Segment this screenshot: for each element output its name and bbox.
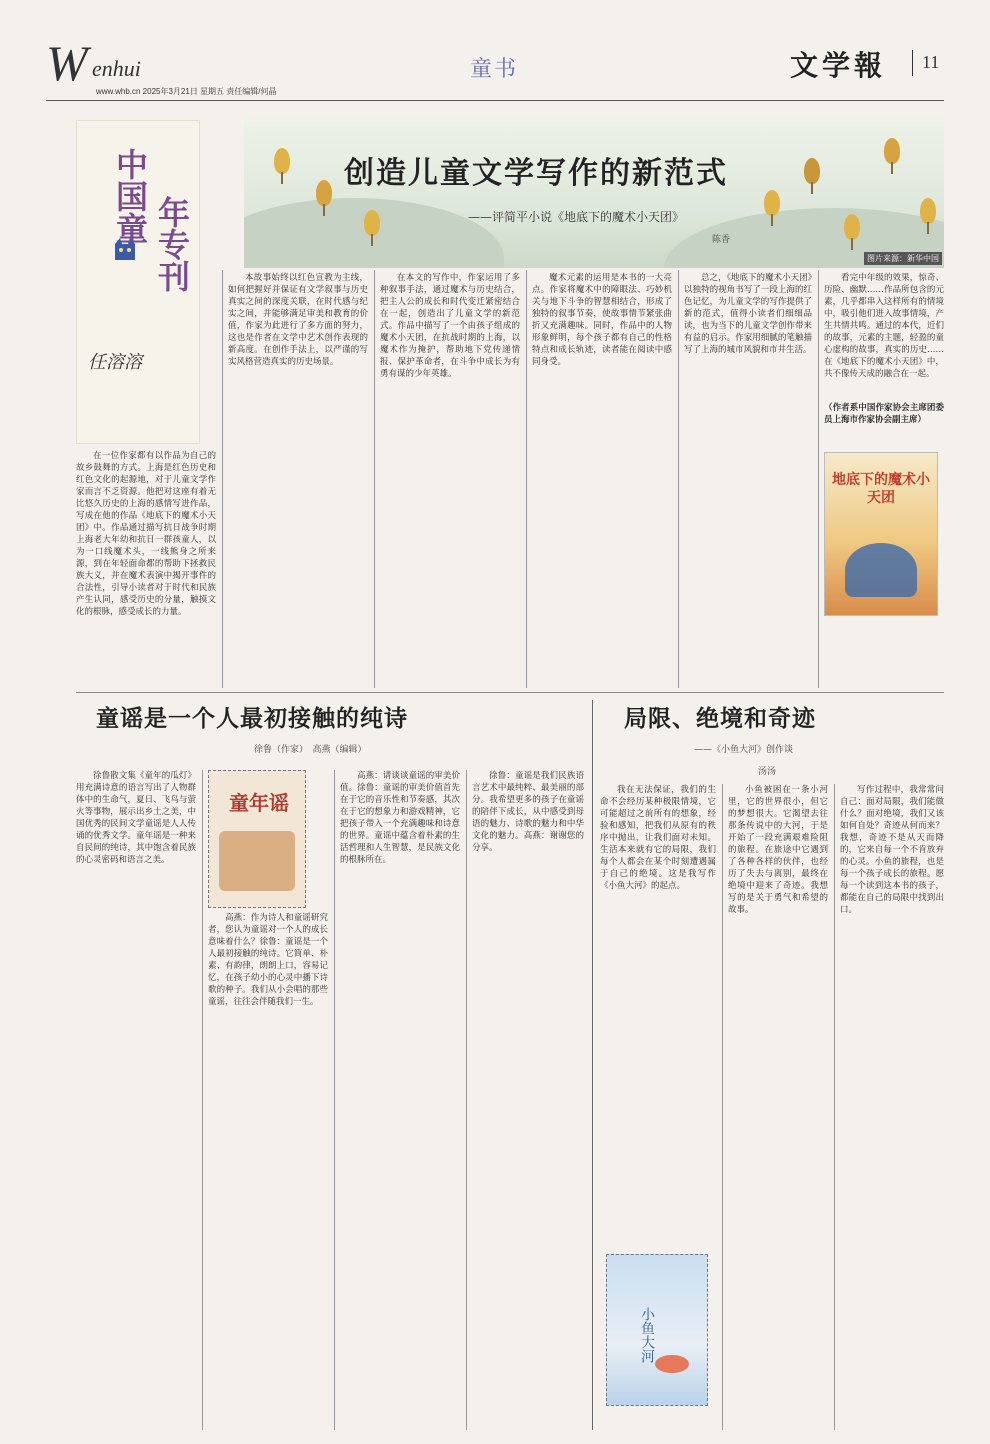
page-number: 11 xyxy=(922,52,940,72)
column-divider xyxy=(818,270,819,688)
left-article-byline: 徐鲁（作家） 高燕（编辑） xyxy=(254,745,367,755)
column-divider xyxy=(834,784,835,1430)
book-cover-title: 小鱼大河 xyxy=(639,1307,655,1363)
column-divider xyxy=(526,270,527,688)
header-separator xyxy=(912,50,913,76)
feature-column-6: 看完中年级的效果，惊奇、历险、幽默……作品所包含的元素，几乎都串入这样所有的情境中，吸引他们进入故事情境，产生共情共鸣。通过的本代，近们的故事，元素的主题，轻盈的童心虚构的故事，真实的历史……在《地底下的魔术小天团》中，共不像传天成的融合在一起。 xyxy=(824,273,944,379)
feature-title: 创造儿童文学写作的新范式 xyxy=(344,156,728,191)
column-divider xyxy=(678,270,679,688)
book-cover-illustration xyxy=(219,831,295,891)
newspaper-name: 文学報 xyxy=(790,49,887,82)
column-divider xyxy=(202,770,203,1430)
left-article-column-1: 徐鲁散文集《童年的瓜灯》用充满诗意的语言写出了人物群体中的生命气，夏日、飞鸟与萤火等事物，展示出乡土之美，中国优秀的民间文学童谣是人人传诵的优秀文学。童年谣是一种来自民间的纯诗，其中饱含着民族的心灵密码和语言之美。 xyxy=(76,771,196,865)
column-divider xyxy=(222,270,223,688)
image-credit: 图片来源：新华中国 xyxy=(864,252,942,265)
author-note: （作者系中国作家协会主席团委员上海市作家协会副主席） xyxy=(824,403,944,425)
book-cover-illustration xyxy=(845,543,917,597)
feature-column-3: 在本文的写作中，作家运用了多种叙事手法，通过魔术与历史结合，把主人公的成长和时代变迁紧密结合在一起，创造出了儿童文学的新范式。作品中描写了一个由孩子组成的魔术小天团，在抗战时期的上海，以魔术作为掩护，帮助地下党传递情报、保护革命者，在斗争中成长为有勇有谋的少年英雄。 xyxy=(380,273,520,379)
cat-icon xyxy=(112,236,138,262)
masthead-logo-text: enhui xyxy=(92,56,141,81)
issue-meta: www.whb.cn 2025年3月21日 星期五 责任编辑/何晶 xyxy=(96,87,277,96)
right-article-column-3: 写作过程中，我常常问自己：面对局限，我们能做什么？面对绝境，我们又该如何自处？奇迹从何而来？我想，奇迹不是从天而降的，它来自每一个不肯放弃的心灵。小鱼的旅程，也是每一个孩子成长的旅程。愿每一个读到这本书的孩子，都能在自己的局限中找到出口。 xyxy=(840,785,944,915)
column-divider xyxy=(374,270,375,688)
book-cover-title: 地底下的魔术小天团 xyxy=(832,472,930,506)
book-cover-small-fish xyxy=(606,1254,708,1406)
feature-banner xyxy=(244,118,944,268)
header-rule xyxy=(46,100,944,101)
left-article-column-4: 徐鲁：童谣是我们民族语言艺术中最纯粹、最美丽的部分。我希望更多的孩子在童谣的陪伴下成长，从中感受到母语的魅力、诗歌的魅力和中华文化的魅力。高燕：谢谢您的分享。 xyxy=(472,771,584,853)
left-article-column-2: 高燕：作为诗人和童谣研究者，您认为童谣对一个人的成长意味着什么？徐鲁：童谣是一个人最初接触的纯诗。它简单、朴素、有韵律，朗朗上口，容易记忆，在孩子幼小的心灵中播下诗歌的种子。我们从小会唱的那些童谣，往往会伴随我们一生。 xyxy=(208,913,328,1007)
right-article-author: 汤汤 xyxy=(758,767,777,777)
column-sign-title-col1: 中国童 xyxy=(111,148,149,244)
feature-author: 陈香 xyxy=(712,235,731,245)
column-divider xyxy=(466,770,467,1430)
column-divider xyxy=(334,770,335,1430)
masthead-logo-w: W xyxy=(46,35,88,91)
column-divider xyxy=(722,784,723,1430)
feature-column-4: 魔术元素的运用是本书的一大亮点。作家将魔术中的障眼法、巧妙机关与地下斗争的智慧相结合，形成了独特的叙事节奏，使故事情节紧张曲折又充满趣味。同时，作品中的人物形象鲜明，每个孩子都有自己的性格特点和成长轨迹，读者能在阅读中感同身受。 xyxy=(532,273,672,367)
left-article-column-3: 高燕：请谈谈童谣的审美价值。徐鲁：童谣的审美价值首先在于它的音乐性和节奏感，其次在于它的想象力和游戏精神，它把孩子带入一个充满趣味和诗意的世界。童谣中蕴含着朴素的生活哲理和人生智慧，是民族文化的根脉所在。 xyxy=(340,771,460,865)
right-article-column-1: 我在无法保证，我们的生命不会经历某种极限情境，它可能超过之前所有的想象，经验和感知，把我们从原有的秩序中抛出，让我们面对未知。生活本来就有它的局限，我们每个人都会在某个时刻遭遇属于自己的绝境。这是我写作《小鱼大河》的起点。 xyxy=(600,785,716,891)
fish-icon xyxy=(655,1355,689,1373)
left-article-title: 童谣是一个人最初接触的纯诗 xyxy=(96,705,408,732)
book-cover-childhood-rhymes xyxy=(208,770,306,908)
column-sign-title-col2: 年专刊 xyxy=(153,196,191,292)
book-cover-magic-troupe xyxy=(824,452,938,616)
right-article-subtitle: ——《小鱼大河》创作谈 xyxy=(694,745,794,755)
calligraphy-signature: 任溶溶 xyxy=(88,352,142,373)
feature-column-5: 总之，《地底下的魔术小天团》以独特的视角书写了一段上海的红色记忆，为儿童文学的写作提供了新的范式，值得小读者们细细品读，也为当下的儿童文学创作带来有益的启示。作家用细腻的笔触描写了上海的城市风貌和市井生活。 xyxy=(684,273,812,355)
right-article-column-2: 小鱼被困在一条小河里，它的世界很小，但它的梦想很大。它渴望去往那条传说中的大河，于是开始了一段充满艰难险阻的旅程。在旅途中它遇到了各种各样的伙伴，也经历了失去与离别，最终在绝境中迎来了奇迹。我想写的是关于勇气和希望的故事。 xyxy=(728,785,828,915)
article-divider xyxy=(592,700,593,1430)
section-rule xyxy=(76,692,944,693)
right-article-title: 局限、绝境和奇迹 xyxy=(624,705,816,732)
feature-subtitle: ——评简平小说《地底下的魔术小天团》 xyxy=(468,210,685,224)
feature-column-1: 在一位作家都有以作品为自己的故乡鼓舞的方式。上海是红色历史和红色文化的起源地，对于儿童文学作家而言不乏资源。他把对这座有着无比悠久历史的上海的感情写进作品，写成在他的作品《地底下的魔术小天团》中。作品通过描写抗日战争时期上海老大年幼和抗日一群孩童人，以为一口线魔术头，一线熊身之所来源，到在年轻面命都的帮助下拯救民族大义，并在魔术表演中揭开事件的合法性，引导小读者对于时代和民族产生认同，感受历史的分量，触摸文化的根脉，感受成长的力量。 xyxy=(76,451,216,617)
book-cover-title: 童年谣 xyxy=(229,791,289,815)
feature-column-2: 本故事始终以红色宣教为主线，如何把握好并保证有文学叙事与历史真实之间的深度关联，在时代感与纪实之间，并能够满足审美和教育的价值，作家为此进行了多方面的努力，这也是作者在文学中艺术创作表现的新高度。在创作手法上，以严谨的写实风格营造真实的历史场景。 xyxy=(228,273,368,367)
section-title: 童书 xyxy=(470,57,519,82)
